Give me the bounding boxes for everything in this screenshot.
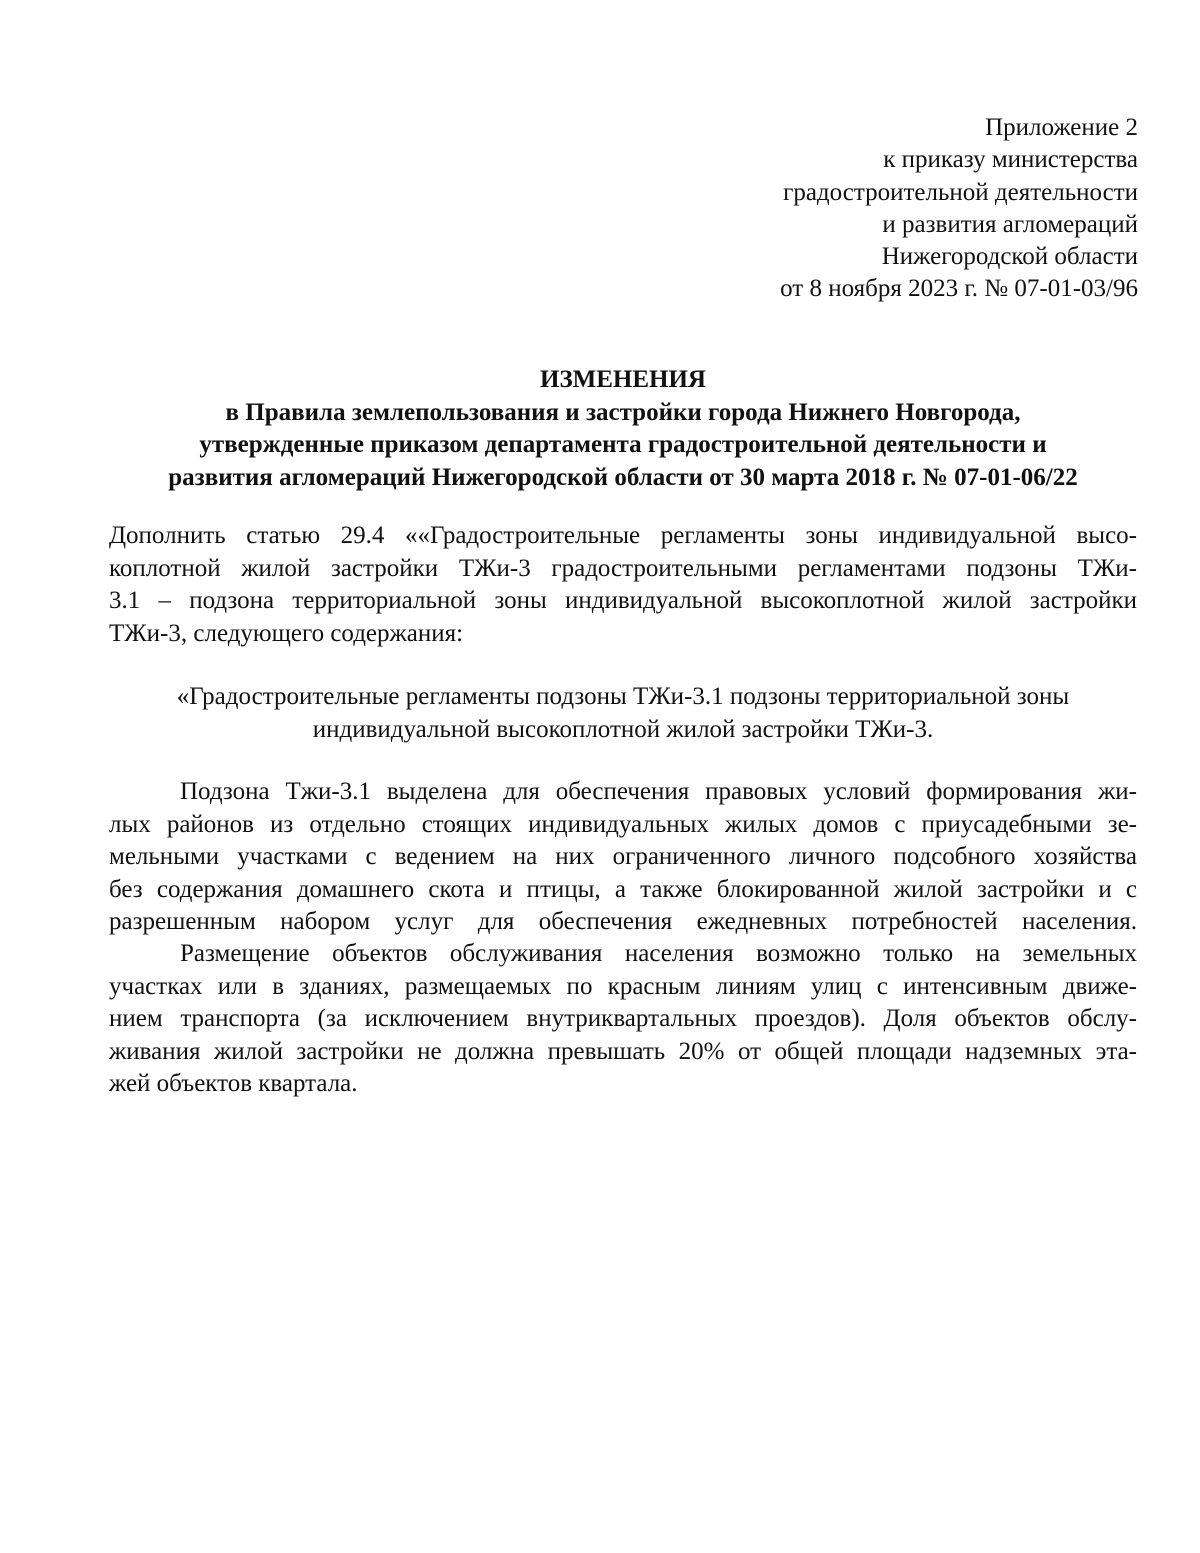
text-line: участках или в зданиях, размещаемых по красным линиям улиц с интенсивным движе- xyxy=(109,972,1137,1000)
text-line: Размещение объектов обслуживания населения возможно только на земельных xyxy=(180,940,1137,967)
text-line: индивидуальной высокоплотной жилой застройки ТЖи-3. xyxy=(312,715,934,743)
title-line: развития агломераций Нижегородской области от 30 марта 2018 г. № 07-01-06/22 xyxy=(168,463,1078,491)
appendix-line: Приложение 2 xyxy=(985,114,1138,141)
paragraph-service-objects xyxy=(109,938,1137,1101)
appendix-line: к приказу министерства xyxy=(883,146,1138,174)
title-heading: ИЗМЕНЕНИЯ xyxy=(540,366,706,393)
paragraph-subzone-purpose xyxy=(109,776,1137,939)
appendix-header xyxy=(518,112,1138,306)
text-line: без содержания домашнего скота и птицы, а также блокированной жилой застройки и с xyxy=(109,875,1137,903)
title-line: в Правила землепользования и застройки города Нижнего Новгорода, xyxy=(225,398,1021,426)
text-line: Дополнить статью 29.4 ««Градостроительные регламенты зоны индивидуальной высо- xyxy=(109,522,1137,549)
document-title xyxy=(108,364,1138,494)
text-line: жей объектов квартала. xyxy=(109,1070,358,1097)
text-line: разрешенным набором услуг для обеспечения ежедневных потребностей населения. xyxy=(109,908,1137,935)
paragraph-amendment-intro xyxy=(109,520,1137,650)
title-line: утвержденные приказом департамента градостроительной деятельности и xyxy=(199,431,1047,458)
text-line: живания жилой застройки не должна превышать 20% от общей площади надземных эта- xyxy=(109,1037,1137,1065)
text-line: Подзона Тжи-3.1 выделена для обеспечения правовых условий формирования жи- xyxy=(180,778,1137,805)
text-line: 3.1 – подзона территориальной зоны индивидуальной высокоплотной жилой застройки xyxy=(109,587,1137,614)
paragraph-subzone-heading xyxy=(109,681,1137,746)
appendix-line: и развития агломераций xyxy=(882,210,1138,238)
appendix-line: Нижегородской области xyxy=(881,243,1138,271)
text-line: мельными участками с ведением на них ограниченного личного подсобного хозяйства xyxy=(109,843,1137,870)
text-line: коплотной жилой застройки ТЖи-3 градостроительными регламентами подзоны ТЖи- xyxy=(109,554,1137,582)
appendix-date-number: от 8 ноября 2023 г. № 07-01-03/96 xyxy=(780,275,1138,303)
text-line: ТЖи-3, следующего содержания: xyxy=(109,619,464,647)
text-line: нием транспорта (за исключением внутриквартальных проездов). Доля объектов обслу- xyxy=(109,1005,1137,1032)
text-line: лых районов из отдельно стоящих индивидуальных жилых домов с приусадебными зе- xyxy=(109,810,1137,838)
text-line: «Градостроительные регламенты подзоны ТЖи-3.1 подзоны территориальной зоны xyxy=(176,683,1070,710)
appendix-line: градостроительной деятельности xyxy=(783,178,1138,206)
